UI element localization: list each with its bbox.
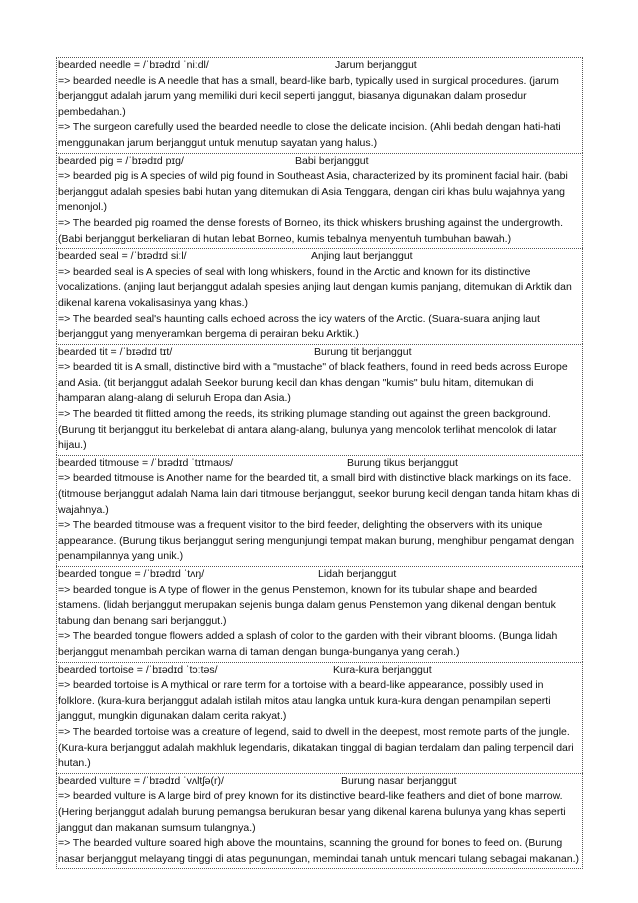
entry-translation: Burung nasar berjanggut bbox=[341, 774, 457, 787]
entry-term: bearded pig = /ˈbɪədɪd pɪɡ/ bbox=[58, 154, 184, 167]
entry-translation: Anjing laut berjanggut bbox=[311, 250, 413, 263]
entry-definition: => bearded needle is A needle that has a small, beard-like barb, typically used in surgical procedures. (jarum berjanggut adalah jarum yang memiliki duri kecil seperti janggut, biasanya digunakan dalam prosedur pembedahan.) bbox=[58, 74, 559, 118]
entry-heading bbox=[58, 154, 582, 170]
entry-heading bbox=[58, 663, 582, 679]
entry-example: => The bearded titmouse was a frequent visitor to the bird feeder, delighting the observers with its unique appearance. (Burung tikus berjanggut sering mengunjungi tempat makan burung, menghibur pengamat dengan penampilannya yang unik.) bbox=[58, 519, 575, 563]
entry-term: bearded tongue = /ˈbɪədɪd ˈtʌŋ/ bbox=[58, 568, 205, 580]
vocab-entry-bearded-pig bbox=[56, 153, 583, 249]
entry-translation: Lidah berjanggut bbox=[318, 568, 397, 580]
vocab-entry-bearded-tortoise bbox=[56, 662, 583, 773]
vocab-entry-bearded-seal bbox=[56, 248, 583, 344]
entry-heading bbox=[58, 58, 582, 74]
entry-definition: => bearded seal is A species of seal with long whiskers, found in the Arctic and known for its distinctive vocalizations. (anjing laut berjanggut adalah spesies anjing laut dengan kumis panjang, ditemukan di Arktik dan dikenal karena vokalisasinya yang khas.) bbox=[58, 265, 572, 309]
entry-definition: => bearded vulture is A large bird of prey known for its distinctive beard-like feathers and diet of bone marrow. (Hering berjanggut adalah burung pemangsa berukuran besar yang dikenal karena bulunya yang khas seperti janggut dan makanan sumsum tulangnya.) bbox=[58, 790, 566, 834]
entry-definition: => bearded tit is A small, distinctive bird with a "mustache" of black feathers, found in reed beds across Europe and Asia. (tit berjanggut adalah Seekor burung kecil dan khas dengan "kumis" bulu hitam, ditemukan di hamparan alang-alang di seluruh Eropa dan Asia.) bbox=[58, 361, 568, 405]
vocab-entry-bearded-tongue bbox=[56, 566, 583, 662]
entry-heading bbox=[58, 345, 582, 361]
entry-definition: => bearded titmouse is Another name for the bearded tit, a small bird with distinctive black markings on its face. (titmouse berjanggut adalah Nama lain dari titmouse berjanggut, seekor burung kecil dengan tanda hitam khas di wajahnya.) bbox=[58, 472, 580, 516]
entry-heading bbox=[58, 774, 582, 790]
entry-example: => The bearded seal's haunting calls echoed across the icy waters of the Arctic. (Suara-suara anjing laut berjanggut yang menyeramkan bergema di perairan beku Arktik.) bbox=[58, 312, 540, 341]
vocab-entry-bearded-tit bbox=[56, 344, 583, 455]
entry-term: bearded titmouse = /ˈbɪədɪd ˈtɪtmaʊs/ bbox=[58, 456, 234, 469]
entry-translation: Burung tit berjanggut bbox=[314, 345, 412, 358]
vocab-entry-bearded-needle bbox=[56, 57, 583, 153]
vocab-entry-bearded-vulture bbox=[56, 773, 583, 870]
entry-term: bearded tit = /ˈbɪədɪd tɪt/ bbox=[58, 345, 173, 358]
entry-term: bearded seal = /ˈbɪədɪd siːl/ bbox=[58, 250, 187, 263]
entry-example: => The surgeon carefully used the bearded needle to close the delicate incision. (Ahli bedah dengan hati-hati menggunakan jarum berjanggut untuk menutup sayatan yang halus.) bbox=[58, 121, 561, 149]
entry-heading bbox=[58, 567, 582, 583]
vocabulary-list bbox=[56, 57, 583, 869]
entry-term: bearded vulture = /ˈbɪədɪd ˈvʌltʃə(r)/ bbox=[58, 774, 224, 787]
entry-translation: Babi berjanggut bbox=[295, 154, 369, 167]
entry-translation: Kura-kura berjanggut bbox=[333, 663, 432, 676]
entry-heading bbox=[58, 456, 582, 472]
entry-example: => The bearded tit flitted among the reeds, its striking plumage standing out against the green background. (Burung tit berjanggut itu berkelebat di antara alang-alang, bulunya yang mencolok terlihat mencolok di latar hijau.) bbox=[58, 408, 557, 452]
entry-translation: Burung tikus berjanggut bbox=[347, 456, 458, 469]
entry-term: bearded tortoise = /ˈbɪədɪd ˈtɔːtəs/ bbox=[58, 663, 218, 676]
entry-example: => The bearded vulture soared high above the mountains, scanning the ground for bones to feed on. (Burung nasar berjanggut melayang tinggi di atas pegunungan, memindai tanah untuk mencari tulang sebagai makanan.) bbox=[58, 837, 579, 865]
entry-definition: => bearded pig is A species of wild pig found in Southeast Asia, characterized by its prominent facial hair. (babi berjanggut adalah spesies babi hutan yang ditemukan di Asia Tenggara, dengan ciri khas bulu wajahnya yang menonjol.) bbox=[58, 170, 568, 214]
vocab-entry-bearded-titmouse bbox=[56, 455, 583, 566]
entry-definition: => bearded tongue is A type of flower in the genus Penstemon, known for its tubular shape and bearded stamens. (lidah berjanggut merupakan sejenis bunga dalam genus Penstemon yang dikenal dengan bentuk tabung dan benang sari berjanggut.) bbox=[58, 583, 556, 627]
entry-translation: Jarum berjanggut bbox=[335, 59, 417, 71]
entry-example: => The bearded pig roamed the dense forests of Borneo, its thick whiskers brushing against the undergrowth. (Babi berjanggut berkeliaran di hutan lebat Borneo, kumis tebalnya menyentuh tumbuhan bawah.) bbox=[58, 216, 563, 245]
entry-example: => The bearded tortoise was a creature of legend, said to dwell in the deepest, most remote parts of the jungle. (Kura-kura berjanggut adalah makhluk legendaris, dikatakan tinggal di bagian terdalam dan paling terpencil dari hutan.) bbox=[58, 725, 574, 770]
entry-example: => The bearded tongue flowers added a splash of color to the garden with their vibrant blooms. (Bunga lidah berjanggut menambah percikan warna di taman dengan bunga-bunganya yang cerah.) bbox=[58, 630, 558, 658]
entry-heading bbox=[58, 249, 582, 265]
entry-term: bearded needle = /ˈbɪədɪd ˈniːdl/ bbox=[58, 59, 209, 71]
entry-definition: => bearded tortoise is A mythical or rare term for a tortoise with a beard-like appearance, possibly used in folklore. (kura-kura berjanggut adalah istilah mitos atau langka untuk kura-kura dengan penampilan seperti janggut, mungkin digunakan dalam cerita rakyat.) bbox=[58, 679, 551, 723]
